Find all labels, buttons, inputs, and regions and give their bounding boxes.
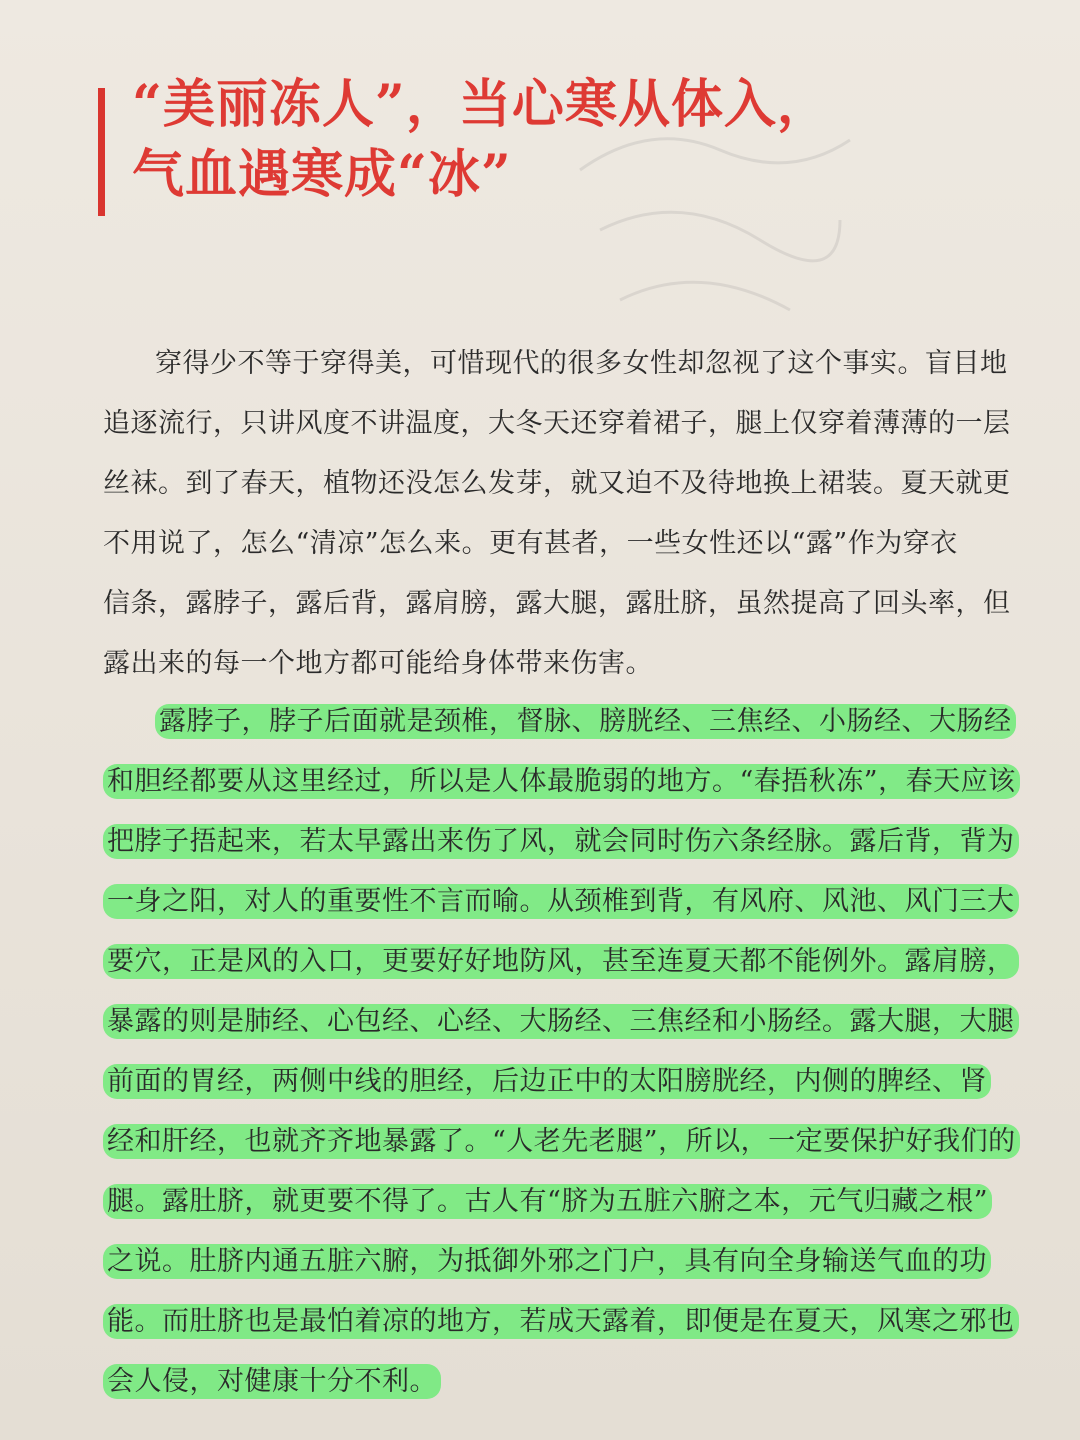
paragraph-line: [103, 936, 1033, 996]
paragraph-line: [103, 816, 1033, 876]
paragraph-line: 丝袜。到了春天，植物还没怎么发芽，就又迫不及待地换上裙装。夏天就更: [103, 468, 1011, 499]
paragraph-line: [103, 1176, 1033, 1236]
highlight-mark: 会人侵，对健康十分不利。: [103, 1364, 441, 1399]
highlight-mark: 经和肝经，也就齐齐地暴露了。“人老先老腿”，所以，一定要保护好我们的: [103, 1124, 1020, 1159]
paragraph-line: 追逐流行，只讲风度不讲温度，大冬天还穿着裙子，腿上仅穿着薄薄的一层: [103, 408, 1011, 439]
paragraph-line: 穿得少不等于穿得美，可惜现代的很多女性却忽视了这个事实。盲目地: [155, 348, 1008, 379]
section-title: [132, 70, 1032, 210]
paragraph-line: [103, 1056, 1033, 1116]
paragraph-1: [103, 338, 1033, 698]
paragraph-line: [103, 1116, 1033, 1176]
highlight-mark: 一身之阳，对人的重要性不言而喻。从颈椎到背，有风府、风池、风门三大: [103, 884, 1019, 919]
paragraph-line: 信条，露脖子，露后背，露肩膀，露大腿，露肚脐，虽然提高了回头率，但: [103, 588, 1011, 619]
paragraph-line: [103, 1236, 1033, 1296]
paragraph-line: [103, 756, 1033, 816]
highlight-mark: 之说。肚脐内通五脏六腑，为抵御外邪之门户，具有向全身输送气血的功: [103, 1244, 991, 1279]
highlight-mark: 露脖子，脖子后面就是颈椎，督脉、膀胱经、三焦经、小肠经、大肠经: [155, 704, 1016, 739]
paragraph-line: 露出来的每一个地方都可能给身体带来伤害。: [103, 648, 653, 679]
title-accent-bar: [98, 88, 105, 216]
paragraph-line: [103, 1296, 1033, 1356]
paragraph-line: [103, 1356, 1033, 1416]
highlight-mark: 要穴，正是风的入口，更要好好地防风，甚至连夏天都不能例外。露肩膀，: [103, 944, 1019, 979]
title-line-1: “美丽冻人”，当心寒从体入，: [132, 74, 830, 135]
paragraph-2-highlighted: [103, 696, 1033, 1416]
highlight-mark: 腿。露肚脐，就更要不得了。古人有“脐为五脏六腑之本，元气归藏之根”: [103, 1184, 992, 1219]
highlight-mark: 把脖子捂起来，若太早露出来伤了风，就会同时伤六条经脉。露后背，背为: [103, 824, 1019, 859]
paragraph-line: [103, 696, 1033, 756]
highlight-mark: 前面的胃经，两侧中线的胆经，后边正中的太阳膀胱经，内侧的脾经、肾: [103, 1064, 991, 1099]
highlight-mark: 能。而肚脐也是最怕着凉的地方，若成天露着，即便是在夏天，风寒之邪也: [103, 1304, 1019, 1339]
highlight-mark: 暴露的则是肺经、心包经、心经、大肠经、三焦经和小肠经。露大腿，大腿: [103, 1004, 1019, 1039]
title-line-2: 气血遇寒成“冰”: [132, 144, 512, 205]
paragraph-line: [103, 876, 1033, 936]
highlight-mark: 和胆经都要从这里经过，所以是人体最脆弱的地方。“春捂秋冻”，春天应该: [103, 764, 1020, 799]
paragraph-line: [103, 996, 1033, 1056]
paragraph-line: 不用说了，怎么“清凉”怎么来。更有甚者，一些女性还以“露”作为穿衣: [103, 528, 958, 559]
